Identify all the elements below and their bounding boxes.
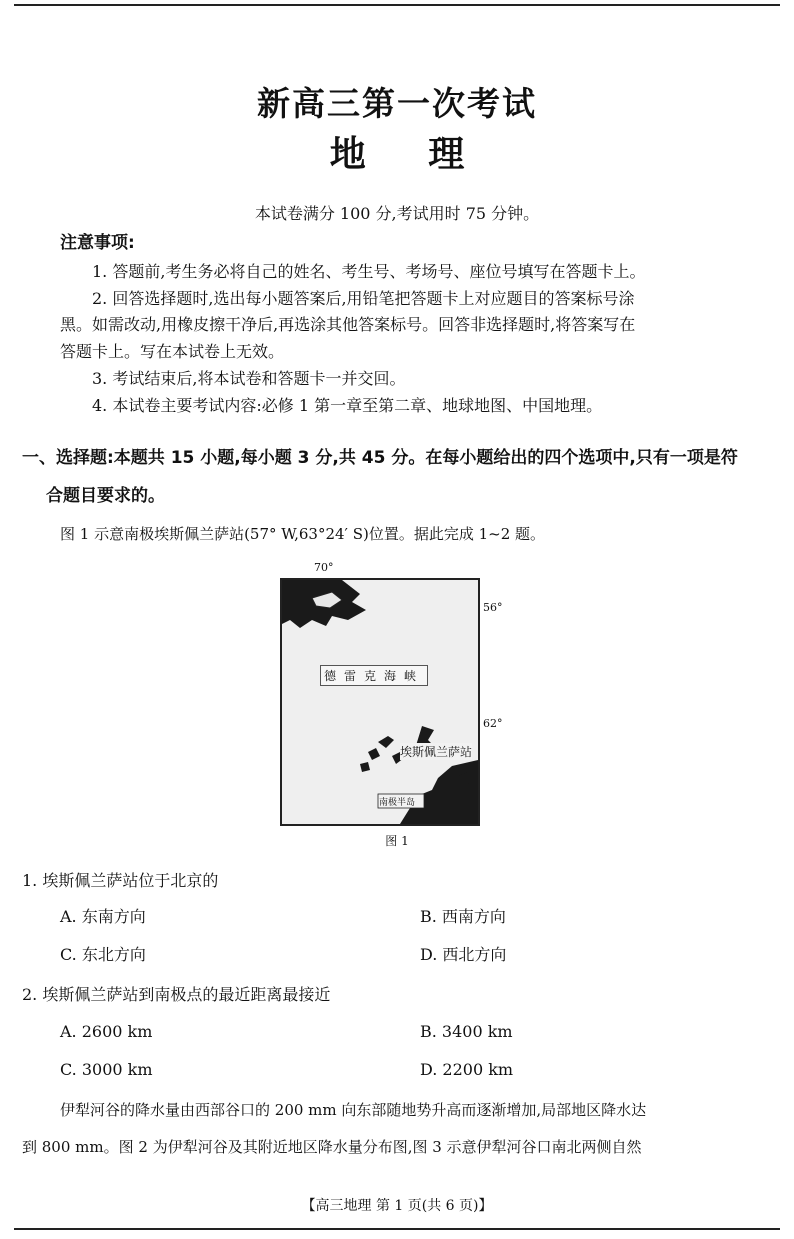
notice-item-4: 4. 本试卷主要考试内容:必修 1 第一章至第二章、地球地图、中国地理。 xyxy=(92,396,603,415)
exam-intro: 本试卷满分 100 分,考试用时 75 分钟。 xyxy=(254,204,540,223)
figure-1-caption: 图 1 xyxy=(385,834,409,848)
latitude-label-62: 62° xyxy=(483,717,503,730)
question-2-stem: 2. 埃斯佩兰萨站到南极点的最近距离最接近 xyxy=(22,985,331,1004)
top-border-line xyxy=(14,4,780,6)
notice-item-2-line-2: 黑。如需改动,用橡皮擦干净后,再选涂其他答案标号。回答非选择题时,将答案写在 xyxy=(60,315,636,334)
question-2-option-a[interactable]: A. 2600 km xyxy=(60,1022,153,1041)
figure-1-lead: 图 1 示意南极埃斯佩兰萨站(57° W,63°24′ S)位置。据此完成 1~2 题。 xyxy=(60,525,546,543)
section-1-heading-line-1: 一、选择题:本题共 15 小题,每小题 3 分,共 45 分。在每小题给出的四个选项中,只有一项是符 xyxy=(22,448,738,468)
drake-passage-label: 德雷克海峡 xyxy=(320,665,428,686)
bottom-border-line xyxy=(14,1228,780,1230)
notice-heading: 注意事项: xyxy=(60,233,135,253)
passage-line-1: 伊犁河谷的降水量由西部谷口的 200 mm 向东部随地势升高而逐渐增加,局部地区降水达 xyxy=(60,1101,647,1119)
question-2-option-b[interactable]: B. 3400 km xyxy=(420,1022,513,1041)
map-drawing xyxy=(282,580,478,824)
question-1-option-d[interactable]: D. 西北方向 xyxy=(420,945,507,964)
figure-1-map xyxy=(280,578,480,826)
question-2-option-c[interactable]: C. 3000 km xyxy=(60,1060,153,1079)
page-footer: 【高三地理 第 1 页(共 6 页)】 xyxy=(301,1198,493,1214)
question-1-option-c[interactable]: C. 东北方向 xyxy=(60,945,146,964)
notice-item-2-line-3: 答题卡上。写在本试卷上无效。 xyxy=(60,342,285,361)
peninsula-label: 南极半岛 xyxy=(379,798,416,808)
notice-item-3: 3. 考试结束后,将本试卷和答题卡一并交回。 xyxy=(92,369,406,388)
question-1-stem: 1. 埃斯佩兰萨站位于北京的 xyxy=(22,871,219,890)
question-1-option-b[interactable]: B. 西南方向 xyxy=(420,907,506,926)
station-label: 埃斯佩兰萨站 xyxy=(400,745,473,759)
latitude-label-56: 56° xyxy=(483,601,503,614)
longitude-label: 70° xyxy=(314,561,334,574)
notice-item-1: 1. 答题前,考生务必将自己的姓名、考生号、考场号、座位号填写在答题卡上。 xyxy=(92,262,646,281)
notice-item-2-line-1: 2. 回答选择题时,选出每小题答案后,用铅笔把答题卡上对应题目的答案标号涂 xyxy=(92,289,635,308)
question-2-option-d[interactable]: D. 2200 km xyxy=(420,1060,514,1079)
question-1-option-a[interactable]: A. 东南方向 xyxy=(60,907,146,926)
passage-line-2: 到 800 mm。图 2 为伊犁河谷及其附近地区降水量分布图,图 3 示意伊犁河谷口南北两侧自然 xyxy=(22,1138,642,1156)
subject-title: 地 理 xyxy=(329,134,465,175)
exam-title: 新高三第一次考试 xyxy=(257,84,537,123)
section-1-heading-line-2: 合题目要求的。 xyxy=(46,486,165,506)
